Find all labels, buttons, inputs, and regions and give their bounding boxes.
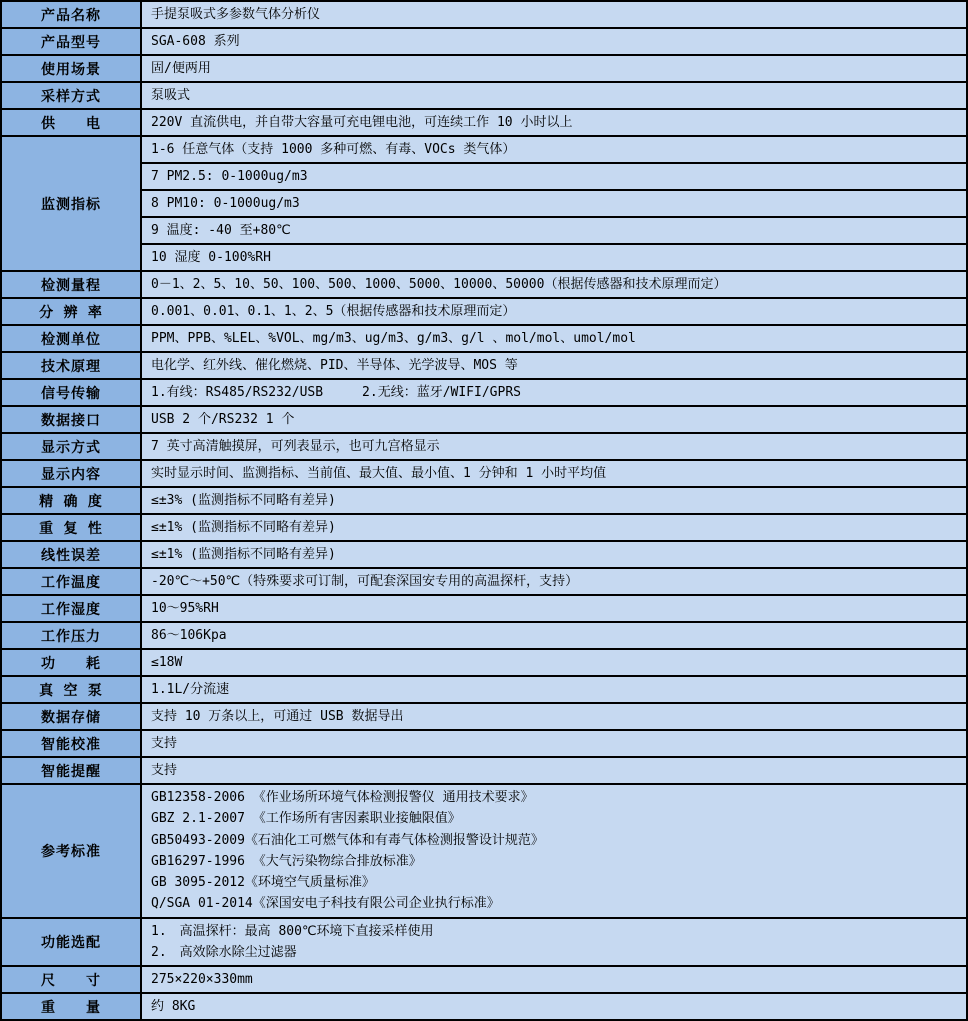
table-row bbox=[1, 649, 967, 676]
table-row bbox=[1, 730, 967, 757]
spec-label-repeatability: 重 复 性 bbox=[1, 514, 141, 541]
spec-value-detection-range: 0－1、2、5、10、50、100、500、1000、5000、10000、50000（根据传感器和技术原理而定） bbox=[141, 271, 967, 298]
spec-label-accuracy: 精 确 度 bbox=[1, 487, 141, 514]
spec-label-resolution: 分 辨 率 bbox=[1, 298, 141, 325]
spec-label-detection-unit: 检测单位 bbox=[1, 325, 141, 352]
spec-label-smart-reminder: 智能提醒 bbox=[1, 757, 141, 784]
spec-value-monitoring-indicator-2: 7 PM2.5: 0-1000ug/m3 bbox=[141, 163, 967, 190]
table-row bbox=[1, 379, 967, 406]
spec-value-monitoring-indicator-1: 1-6 任意气体（支持 1000 多种可燃、有毒、VOCs 类气体） bbox=[141, 136, 967, 163]
spec-label-working-temperature: 工作温度 bbox=[1, 568, 141, 595]
spec-label-detection-range: 检测量程 bbox=[1, 271, 141, 298]
spec-value-accuracy: ≤±3% (监测指标不同略有差异) bbox=[141, 487, 967, 514]
spec-label-data-interface: 数据接口 bbox=[1, 406, 141, 433]
spec-label-product-name: 产品名称 bbox=[1, 1, 141, 28]
spec-value-weight: 约 8KG bbox=[141, 993, 967, 1020]
table-row bbox=[1, 298, 967, 325]
spec-value-detection-unit: PPM、PPB、%LEL、%VOL、mg/m3、ug/m3、g/m3、g/l 、mol/mol、umol/mol bbox=[141, 325, 967, 352]
reference-standard-line: GB16297-1996 《大气污染物综合排放标准》 bbox=[151, 853, 422, 869]
spec-value-signal-transmission: 1.有线：RS485/RS232/USB 2.无线：蓝牙/WIFI/GPRS bbox=[141, 379, 967, 406]
spec-label-working-pressure: 工作压力 bbox=[1, 622, 141, 649]
table-row bbox=[1, 109, 967, 136]
spec-label-sampling-method: 采样方式 bbox=[1, 82, 141, 109]
spec-value-technical-principle: 电化学、红外线、催化燃烧、PID、半导体、光学波导、MOS 等 bbox=[141, 352, 967, 379]
spec-value-product-model: SGA-608 系列 bbox=[141, 28, 967, 55]
spec-value-monitoring-indicator-4: 9 温度: -40 至+80℃ bbox=[141, 217, 967, 244]
spec-value-smart-calibration: 支持 bbox=[141, 730, 967, 757]
optional-feature-line: 1. 高温探杆：最高 800℃环境下直接采样使用 bbox=[151, 923, 434, 939]
spec-label-display-mode: 显示方式 bbox=[1, 433, 141, 460]
table-row bbox=[1, 993, 967, 1020]
table-row bbox=[1, 244, 967, 271]
table-row bbox=[1, 190, 967, 217]
spec-label-data-storage: 数据存储 bbox=[1, 703, 141, 730]
table-row bbox=[1, 622, 967, 649]
reference-standard-line: GB50493-2009《石油化工可燃气体和有毒气体检测报警设计规范》 bbox=[151, 832, 544, 848]
spec-value-monitoring-indicator-5: 10 湿度 0-100%RH bbox=[141, 244, 967, 271]
spec-label-optional-features: 功能选配 bbox=[1, 918, 141, 967]
spec-value-usage-scenario: 固/便两用 bbox=[141, 55, 967, 82]
spec-value-working-temperature: -20℃～+50℃（特殊要求可订制，可配套深国安专用的高温探杆，支持） bbox=[141, 568, 967, 595]
spec-label-technical-principle: 技术原理 bbox=[1, 352, 141, 379]
spec-value-sampling-method: 泵吸式 bbox=[141, 82, 967, 109]
spec-label-vacuum-pump: 真 空 泵 bbox=[1, 676, 141, 703]
table-row bbox=[1, 757, 967, 784]
spec-value-reference-standards bbox=[141, 784, 967, 918]
table-row bbox=[1, 460, 967, 487]
spec-label-weight: 重 量 bbox=[1, 993, 141, 1020]
spec-label-dimensions: 尺 寸 bbox=[1, 966, 141, 993]
table-row bbox=[1, 1, 967, 28]
spec-value-smart-reminder: 支持 bbox=[141, 757, 967, 784]
spec-value-working-pressure: 86～106Kpa bbox=[141, 622, 967, 649]
reference-standard-line: Q/SGA 01-2014《深国安电子科技有限公司企业执行标准》 bbox=[151, 896, 500, 912]
table-row bbox=[1, 784, 967, 918]
optional-feature-line: 2. 高效除水除尘过滤器 bbox=[151, 945, 297, 961]
spec-value-vacuum-pump: 1.1L/分流速 bbox=[141, 676, 967, 703]
spec-value-monitoring-indicator-3: 8 PM10: 0-1000ug/m3 bbox=[141, 190, 967, 217]
spec-value-dimensions: 275×220×330mm bbox=[141, 966, 967, 993]
table-row bbox=[1, 514, 967, 541]
table-row bbox=[1, 676, 967, 703]
spec-value-display-mode: 7 英寸高清触摸屏，可列表显示，也可九宫格显示 bbox=[141, 433, 967, 460]
spec-label-signal-transmission: 信号传输 bbox=[1, 379, 141, 406]
table-row bbox=[1, 433, 967, 460]
spec-label-reference-standards: 参考标准 bbox=[1, 784, 141, 918]
spec-label-smart-calibration: 智能校准 bbox=[1, 730, 141, 757]
spec-value-display-content: 实时显示时间、监测指标、当前值、最大值、最小值、1 分钟和 1 小时平均值 bbox=[141, 460, 967, 487]
table-row bbox=[1, 163, 967, 190]
spec-label-power-consumption: 功 耗 bbox=[1, 649, 141, 676]
table-row bbox=[1, 703, 967, 730]
table-row bbox=[1, 568, 967, 595]
spec-label-product-model: 产品型号 bbox=[1, 28, 141, 55]
table-row bbox=[1, 217, 967, 244]
table-row bbox=[1, 136, 967, 163]
reference-standard-line: GB 3095-2012《环境空气质量标准》 bbox=[151, 875, 375, 891]
spec-value-data-storage: 支持 10 万条以上，可通过 USB 数据导出 bbox=[141, 703, 967, 730]
table-row bbox=[1, 352, 967, 379]
table-row bbox=[1, 82, 967, 109]
table-row bbox=[1, 271, 967, 298]
spec-value-resolution: 0.001、0.01、0.1、1、2、5（根据传感器和技术原理而定） bbox=[141, 298, 967, 325]
spec-value-optional-features bbox=[141, 918, 967, 967]
spec-label-monitoring-indicators: 监测指标 bbox=[1, 136, 141, 271]
table-row bbox=[1, 55, 967, 82]
spec-value-linearity-error: ≤±1% (监测指标不同略有差异) bbox=[141, 541, 967, 568]
spec-label-linearity-error: 线性误差 bbox=[1, 541, 141, 568]
table-row bbox=[1, 966, 967, 993]
spec-value-data-interface: USB 2 个/RS232 1 个 bbox=[141, 406, 967, 433]
reference-standard-line: GB12358-2006 《作业场所环境气体检测报警仪 通用技术要求》 bbox=[151, 790, 534, 805]
table-row bbox=[1, 918, 967, 967]
table-row bbox=[1, 406, 967, 433]
spec-value-power-consumption: ≤18W bbox=[141, 649, 967, 676]
table-row bbox=[1, 325, 967, 352]
spec-value-power-supply: 220V 直流供电，并自带大容量可充电锂电池，可连续工作 10 小时以上 bbox=[141, 109, 967, 136]
spec-label-usage-scenario: 使用场景 bbox=[1, 55, 141, 82]
table-row bbox=[1, 28, 967, 55]
reference-standard-line: GBZ 2.1-2007 《工作场所有害因素职业接触限值》 bbox=[151, 811, 461, 827]
spec-value-repeatability: ≤±1% (监测指标不同略有差异) bbox=[141, 514, 967, 541]
spec-value-working-humidity: 10～95%RH bbox=[141, 595, 967, 622]
spec-label-working-humidity: 工作湿度 bbox=[1, 595, 141, 622]
table-row bbox=[1, 595, 967, 622]
spec-label-power-supply: 供 电 bbox=[1, 109, 141, 136]
spec-label-display-content: 显示内容 bbox=[1, 460, 141, 487]
table-row bbox=[1, 487, 967, 514]
spec-value-product-name: 手提泵吸式多参数气体分析仪 bbox=[141, 1, 967, 28]
table-row bbox=[1, 541, 967, 568]
